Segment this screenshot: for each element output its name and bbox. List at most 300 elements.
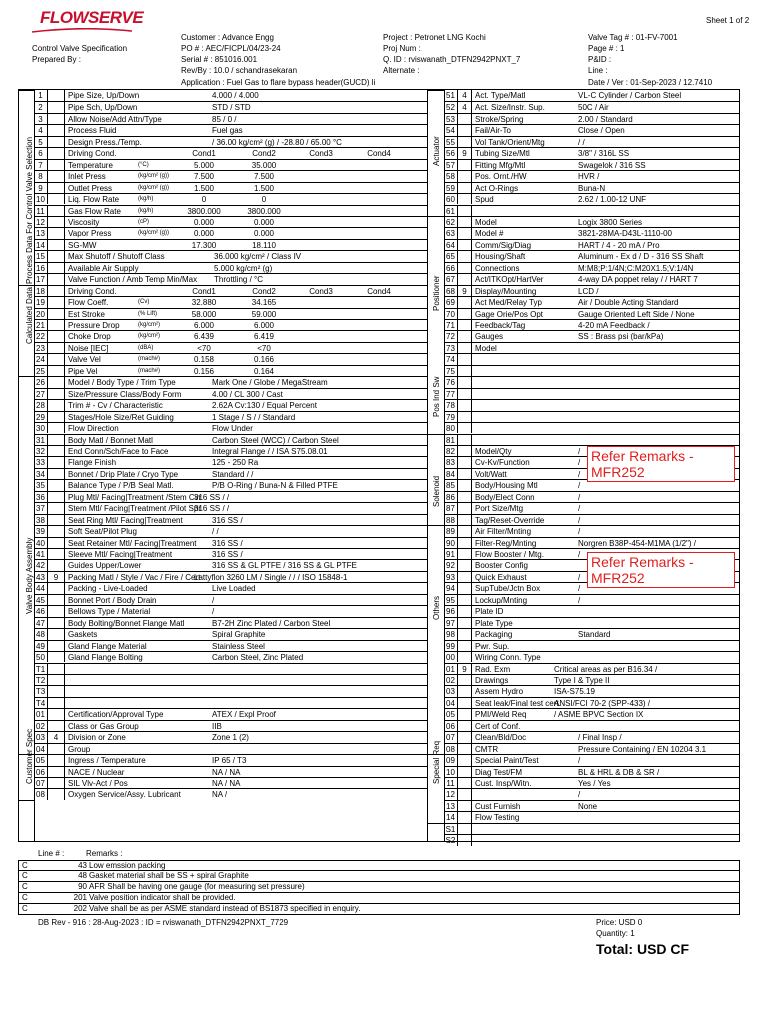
row-number: 46 bbox=[34, 606, 48, 616]
row-flag bbox=[458, 595, 472, 605]
row-number: 06 bbox=[34, 767, 48, 777]
spec-row bbox=[444, 594, 740, 605]
doc-title: Control Valve Specification bbox=[32, 44, 128, 53]
row-label: Body Matl / Bonnet Matl bbox=[68, 435, 153, 445]
spec-row bbox=[444, 651, 740, 662]
row-value: Norgren B38P-454-M1MA (1/2") / bbox=[578, 538, 696, 548]
center-divider bbox=[427, 89, 428, 842]
row-number: 72 bbox=[444, 331, 458, 341]
po-number: PO # : AEC/FICPL/04/23-24 bbox=[181, 44, 281, 53]
section-label-customer: Customer Spec bbox=[25, 728, 34, 784]
row-flag bbox=[458, 377, 472, 387]
row-label: Act O-Rings bbox=[475, 183, 519, 193]
spec-row bbox=[444, 399, 740, 410]
row-number: 01 bbox=[34, 709, 48, 719]
row-value: Spiral Graphite bbox=[212, 630, 266, 640]
row-number: 15 bbox=[34, 251, 48, 261]
row-unit: (°C) bbox=[138, 161, 149, 168]
row-value: Flow Under bbox=[212, 424, 253, 434]
row-number: 73 bbox=[444, 343, 458, 353]
spec-row bbox=[444, 250, 740, 261]
row-unit: (cP) bbox=[138, 218, 149, 225]
row-label: Stroke/Spring bbox=[475, 114, 524, 124]
proj-num: Proj Num : bbox=[383, 44, 421, 53]
row-flag bbox=[458, 515, 472, 525]
pid: P&ID : bbox=[588, 55, 612, 64]
row-label: Allow Noise/Add Attn/Type bbox=[68, 114, 162, 124]
cond1-value: 6.000 bbox=[193, 321, 215, 330]
row-value: NA / NA bbox=[212, 767, 241, 777]
spec-row bbox=[444, 731, 740, 742]
spec-row bbox=[34, 136, 427, 147]
row-label: Act/ITKOpt/HartVer bbox=[475, 275, 544, 285]
remark-row bbox=[18, 882, 740, 893]
row-value: Stainless Steel bbox=[212, 641, 265, 651]
db-revision: DB Rev - 916 : 28-Aug-2023 : ID = rviswanath_DTFN2942PNXT_7729 bbox=[38, 918, 289, 927]
row-number: 42 bbox=[34, 560, 48, 570]
cond2-value: 0.000 bbox=[253, 229, 275, 239]
row-flag bbox=[48, 526, 65, 536]
spec-row bbox=[444, 170, 740, 181]
row-flag bbox=[48, 480, 65, 490]
refer-remarks-box bbox=[587, 552, 735, 588]
row-flag bbox=[458, 457, 472, 467]
row-number: 08 bbox=[34, 789, 48, 799]
row-number: 13 bbox=[34, 228, 48, 238]
row-label: Rad. Exm bbox=[475, 664, 511, 674]
row-number: 38 bbox=[34, 515, 48, 525]
row-value: / bbox=[578, 469, 581, 479]
row-flag bbox=[48, 789, 65, 799]
row-flag bbox=[458, 297, 472, 307]
row-number: 91 bbox=[444, 549, 458, 559]
row-unit: (kg/h) bbox=[138, 196, 154, 203]
rev-by: Rev/By : 10.0 / schandrasekaran bbox=[181, 66, 298, 75]
section-label-calculated: Calculated Data bbox=[25, 287, 34, 344]
row-value: 2.62A Cv:130 / Equal Percent bbox=[212, 401, 317, 411]
spec-row bbox=[34, 514, 427, 525]
spec-row bbox=[444, 216, 740, 227]
row-value: Mark One / Globe / MegaStream bbox=[212, 378, 328, 388]
spec-row bbox=[444, 720, 740, 731]
spec-row bbox=[34, 273, 427, 284]
row-label: Flow Testing bbox=[475, 813, 520, 823]
row-number: 03 bbox=[34, 732, 48, 742]
cond1-value: Cond1 bbox=[192, 286, 216, 296]
row-flag bbox=[458, 789, 472, 799]
row-flag bbox=[48, 251, 65, 261]
row-label: Cust. Insp/Witn. bbox=[475, 779, 532, 788]
row-number: 81 bbox=[444, 435, 458, 445]
section-label-solenoid: Solenoid bbox=[432, 475, 441, 507]
row-flag bbox=[458, 412, 472, 422]
cond1-value: 7.500 bbox=[193, 172, 215, 182]
spec-row bbox=[34, 720, 427, 731]
date-version: Date / Ver : 01-Sep-2023 / 12.7410 bbox=[588, 78, 713, 87]
row-flag bbox=[48, 102, 65, 112]
row-label: Noise [IEC] bbox=[68, 343, 109, 353]
spec-row bbox=[34, 456, 427, 467]
spec-row bbox=[444, 800, 740, 811]
row-number: 8 bbox=[34, 171, 48, 181]
row-number: 66 bbox=[444, 263, 458, 273]
row-number: 54 bbox=[444, 125, 458, 135]
row-flag bbox=[458, 778, 472, 788]
row-flag bbox=[458, 446, 472, 456]
refer-remarks-box bbox=[587, 446, 735, 482]
spec-row bbox=[444, 697, 740, 708]
row-label: Sleeve Mtl/ Facing|Treatment bbox=[68, 550, 173, 559]
row-value: ANSI/FCI 70-2 (SPP-433) / bbox=[554, 698, 651, 708]
cond2-value: Cond2 bbox=[252, 149, 276, 159]
row-number: 64 bbox=[444, 240, 458, 250]
row-value: / bbox=[578, 550, 581, 559]
row-number: 24 bbox=[34, 354, 48, 364]
row-flag bbox=[48, 354, 65, 364]
cond1-value: 5.000 bbox=[193, 160, 215, 170]
cond1-value: 3800.000 bbox=[187, 206, 221, 216]
row-number: 57 bbox=[444, 160, 458, 170]
row-flag bbox=[458, 652, 472, 662]
row-flag bbox=[458, 366, 472, 376]
row-label: Process Fluid bbox=[68, 126, 117, 136]
row-number: 96 bbox=[444, 606, 458, 616]
row-label: Gas Flow Rate bbox=[68, 206, 121, 216]
row-value: 85 / 0 / bbox=[212, 114, 237, 124]
spec-row bbox=[34, 525, 427, 536]
row-label: Body Bolting/Bonnet Flange Matl bbox=[68, 618, 185, 628]
row-number: 33 bbox=[34, 457, 48, 467]
row-flag bbox=[458, 709, 472, 719]
spec-row bbox=[34, 227, 427, 238]
row-flag bbox=[48, 515, 65, 525]
spec-row bbox=[34, 113, 427, 124]
row-flag bbox=[458, 331, 472, 341]
row-value: Type I & Type II bbox=[554, 675, 610, 685]
spec-row bbox=[34, 777, 427, 788]
row-flag bbox=[458, 538, 472, 548]
row-number: 51 bbox=[444, 90, 458, 101]
row-label: Fail/Air-To bbox=[475, 126, 512, 136]
spec-row bbox=[444, 239, 740, 250]
row-label: Model / Body Type / Trim Type bbox=[68, 378, 176, 388]
spec-row bbox=[444, 743, 740, 754]
row-value: 2.62 / 1.00-12 UNF bbox=[578, 195, 647, 205]
spec-row bbox=[34, 628, 427, 639]
row-value: Swagelok / 316 SS bbox=[578, 160, 646, 170]
row-flag bbox=[458, 675, 472, 685]
row-number: 59 bbox=[444, 183, 458, 193]
row-number: 63 bbox=[444, 228, 458, 238]
row-flag bbox=[48, 366, 65, 376]
row-label: Seat Retainer Mtl/ Facing|Treatment bbox=[68, 538, 197, 548]
row-label: SupTube/Jctn Box bbox=[475, 584, 541, 594]
row-number: 08 bbox=[444, 744, 458, 754]
row-number: 93 bbox=[444, 572, 458, 582]
row-value: / bbox=[578, 504, 581, 514]
row-label: Wiring Conn. Type bbox=[475, 653, 541, 663]
row-number: 71 bbox=[444, 320, 458, 330]
spec-row bbox=[34, 376, 427, 387]
row-label: Act Med/Relay Typ bbox=[475, 298, 542, 308]
section-divider bbox=[18, 90, 34, 91]
row-number: 10 bbox=[34, 194, 48, 204]
cond1-value: 58.000 bbox=[191, 309, 217, 319]
row-unit: (Cv) bbox=[138, 299, 150, 306]
spec-row bbox=[34, 319, 427, 330]
row-value: Yes / Yes bbox=[578, 779, 611, 788]
row-flag bbox=[48, 435, 65, 445]
row-label: Driving Cond. bbox=[68, 286, 117, 296]
row-flag bbox=[48, 274, 65, 284]
row-unit: (mach#) bbox=[138, 356, 161, 363]
section-divider bbox=[427, 216, 444, 217]
spec-row bbox=[444, 193, 740, 204]
cond1-value: 0.000 bbox=[193, 229, 215, 239]
row-value: Live Loaded bbox=[212, 584, 256, 594]
row-flag bbox=[48, 160, 65, 170]
row-flag bbox=[48, 331, 65, 341]
row-value: BL & HRL & DB & SR / bbox=[578, 767, 660, 777]
section-divider bbox=[427, 754, 444, 755]
row-label: Size/Pressure Class/Body Form bbox=[68, 389, 182, 399]
row-number: 11 bbox=[34, 206, 48, 216]
row-flag bbox=[48, 560, 65, 570]
row-number: 43 bbox=[34, 572, 48, 582]
spec-row bbox=[34, 193, 427, 204]
row-label: PMI/Weld Req bbox=[475, 710, 527, 720]
row-label: Comm/Sig/Diag bbox=[475, 240, 532, 250]
cond4-value: Cond4 bbox=[367, 286, 391, 296]
row-flag bbox=[458, 618, 472, 628]
row-label: CMTR bbox=[475, 744, 499, 754]
row-value: Logix 3800 Series bbox=[578, 217, 643, 227]
row-number: T1 bbox=[34, 664, 48, 674]
row-label: Tag/Reset-Override bbox=[475, 515, 545, 525]
cond2-value: 0.164 bbox=[253, 366, 275, 376]
row-flag bbox=[48, 755, 65, 765]
spec-row bbox=[34, 571, 427, 582]
row-number: 14 bbox=[444, 812, 458, 822]
row-number: 06 bbox=[444, 721, 458, 731]
spec-row bbox=[34, 250, 427, 261]
row-flag bbox=[458, 240, 472, 250]
row-label: Cust Furnish bbox=[475, 801, 521, 811]
row-value: / bbox=[578, 584, 581, 594]
row-flag bbox=[48, 698, 65, 708]
row-number: 74 bbox=[444, 354, 458, 364]
remark-text: AFR Shall be having one gauge (for measuring set pressure) bbox=[89, 882, 305, 891]
row-number: 11 bbox=[444, 778, 458, 788]
spec-row bbox=[444, 273, 740, 284]
row-number: S2 bbox=[444, 835, 458, 845]
row-flag bbox=[458, 389, 472, 399]
row-flag bbox=[458, 263, 472, 273]
row-number: 4 bbox=[34, 125, 48, 135]
row-flag bbox=[48, 423, 65, 433]
row-number: 09 bbox=[444, 755, 458, 765]
row-flag bbox=[458, 629, 472, 639]
row-flag bbox=[458, 217, 472, 227]
row-label: Fitting Mfg/Mtl bbox=[475, 160, 526, 170]
spec-row bbox=[34, 90, 427, 101]
row-number: 31 bbox=[34, 435, 48, 445]
row-flag bbox=[458, 171, 472, 181]
row-flag bbox=[48, 412, 65, 422]
row-number: 41 bbox=[34, 549, 48, 559]
spec-row bbox=[34, 434, 427, 445]
remark-code: C bbox=[22, 871, 28, 880]
row-flag: 4 bbox=[48, 732, 65, 742]
spec-row bbox=[444, 685, 740, 696]
row-number: 50 bbox=[34, 652, 48, 662]
row-number: 25 bbox=[34, 366, 48, 376]
row-label: Housing/Shaft bbox=[475, 252, 526, 262]
row-label: Est Stroke bbox=[68, 309, 105, 319]
row-label: Max Shutoff / Shutoff Class bbox=[68, 252, 165, 262]
spec-row bbox=[34, 766, 427, 777]
row-value: 2.00 / Standard bbox=[578, 114, 633, 124]
row-number: 80 bbox=[444, 423, 458, 433]
row-label: Cv-Kv/Function bbox=[475, 458, 530, 468]
row-label: Certification/Approval Type bbox=[68, 710, 164, 720]
row-label: Display/Mounting bbox=[475, 286, 537, 296]
row-number: 79 bbox=[444, 412, 458, 422]
row-number: 40 bbox=[34, 538, 48, 548]
spec-row bbox=[444, 708, 740, 719]
spec-row bbox=[444, 617, 740, 628]
row-label: Choke Drop bbox=[68, 332, 111, 342]
spec-row bbox=[444, 159, 740, 170]
row-number: 55 bbox=[444, 137, 458, 147]
row-value: LCD / bbox=[578, 286, 599, 296]
row-number: 2 bbox=[34, 102, 48, 112]
row-label: Special Paint/Test bbox=[475, 756, 539, 766]
remark-code: C bbox=[22, 904, 28, 913]
row-number: 44 bbox=[34, 583, 48, 593]
row-label: Bonnet / Drip Plate / Cryo Type bbox=[68, 469, 179, 479]
row-flag bbox=[458, 583, 472, 593]
row-value: 1 Stage / S / / Standard bbox=[212, 412, 296, 422]
spec-row bbox=[444, 330, 740, 341]
row-number: 3 bbox=[34, 114, 48, 124]
row-value: 4.00 / CL 300 / Cast bbox=[212, 389, 283, 399]
row-value: / / bbox=[212, 527, 219, 537]
row-number: T4 bbox=[34, 698, 48, 708]
row-label: Pipe Vel bbox=[68, 366, 98, 376]
refer-remarks-line2: MFR252 bbox=[591, 570, 645, 586]
row-label: Air Filter/Mnting bbox=[475, 527, 532, 537]
row-flag bbox=[458, 469, 472, 479]
row-flag bbox=[458, 767, 472, 777]
row-number: 94 bbox=[444, 583, 458, 593]
row-number: 49 bbox=[34, 641, 48, 651]
row-label: Flow Direction bbox=[68, 424, 119, 434]
spec-row bbox=[34, 101, 427, 112]
row-flag bbox=[458, 641, 472, 651]
row-flag bbox=[48, 400, 65, 410]
remark-code: C bbox=[22, 893, 28, 902]
row-label: Stages/Hole Size/Ret Guiding bbox=[68, 412, 174, 422]
row-number: 61 bbox=[444, 206, 458, 216]
row-flag bbox=[48, 652, 65, 662]
row-flag bbox=[458, 160, 472, 170]
row-label: Viscosity bbox=[68, 217, 100, 227]
row-unit: (kg/cm² (g)) bbox=[138, 173, 169, 180]
row-number: 03 bbox=[444, 686, 458, 696]
spec-row bbox=[34, 491, 427, 502]
row-value: / bbox=[578, 515, 581, 525]
row-number: 16 bbox=[34, 263, 48, 273]
row-value: / bbox=[212, 607, 215, 617]
row-label: Spud bbox=[475, 195, 494, 205]
row-label: Gland Flange Material bbox=[68, 641, 147, 651]
spec-row bbox=[34, 170, 427, 181]
spec-row bbox=[444, 834, 740, 845]
line: Line : bbox=[588, 66, 608, 75]
row-number: 10 bbox=[444, 767, 458, 777]
row-number: 29 bbox=[34, 412, 48, 422]
row-value: Carbon Steel (WCC) / Carbon Steel bbox=[212, 435, 339, 445]
row-value: SS : Brass psi (bar/kPa) bbox=[578, 332, 664, 342]
spec-row bbox=[444, 525, 740, 536]
row-flag bbox=[48, 148, 65, 158]
cond3-value: Cond3 bbox=[309, 286, 333, 296]
cond1-value: 17.300 bbox=[191, 240, 217, 250]
row-flag bbox=[48, 171, 65, 181]
row-label: Flow Booster / Mtg. bbox=[475, 550, 544, 559]
spec-row bbox=[444, 262, 740, 273]
row-number: 17 bbox=[34, 274, 48, 284]
row-flag bbox=[458, 114, 472, 124]
spec-row bbox=[34, 216, 427, 227]
row-value: 50C / Air bbox=[578, 103, 609, 113]
cond1-value: 0.156 bbox=[193, 366, 215, 376]
row-label: Available Air Supply bbox=[68, 263, 139, 273]
row-value: 5.000 kg/cm² (g) bbox=[214, 263, 273, 273]
row-number: 58 bbox=[444, 171, 458, 181]
spec-row bbox=[34, 308, 427, 319]
row-number: 07 bbox=[34, 778, 48, 788]
row-value: 4.000 / 4.000 bbox=[212, 91, 259, 100]
row-value: 316 SS / bbox=[212, 538, 243, 548]
row-flag bbox=[458, 698, 472, 708]
row-flag bbox=[48, 183, 65, 193]
row-label: Model bbox=[475, 343, 497, 353]
row-number: 23 bbox=[34, 343, 48, 353]
row-flag bbox=[48, 686, 65, 696]
label-column-divider bbox=[34, 89, 35, 842]
spec-row bbox=[444, 605, 740, 616]
row-value: / bbox=[578, 595, 581, 605]
row-flag bbox=[458, 801, 472, 811]
row-number: 39 bbox=[34, 526, 48, 536]
row-value: HVR / bbox=[578, 172, 600, 182]
spec-row bbox=[34, 124, 427, 135]
row-flag bbox=[458, 251, 472, 261]
row-flag bbox=[48, 90, 65, 101]
row-flag bbox=[458, 721, 472, 731]
row-label: Lockup/Mnting bbox=[475, 595, 528, 605]
row-label: Volt/Watt bbox=[475, 469, 507, 479]
customer: Customer : Advance Engg bbox=[181, 33, 274, 42]
row-label: Bonnet Port / Body Drain bbox=[68, 595, 157, 605]
row-label: Flow Coeff. bbox=[68, 298, 109, 308]
row-flag bbox=[458, 835, 472, 845]
row-value: Standard / / bbox=[212, 469, 254, 479]
section-label-body: Valve Body Assembly bbox=[25, 537, 34, 614]
spec-row bbox=[34, 617, 427, 628]
